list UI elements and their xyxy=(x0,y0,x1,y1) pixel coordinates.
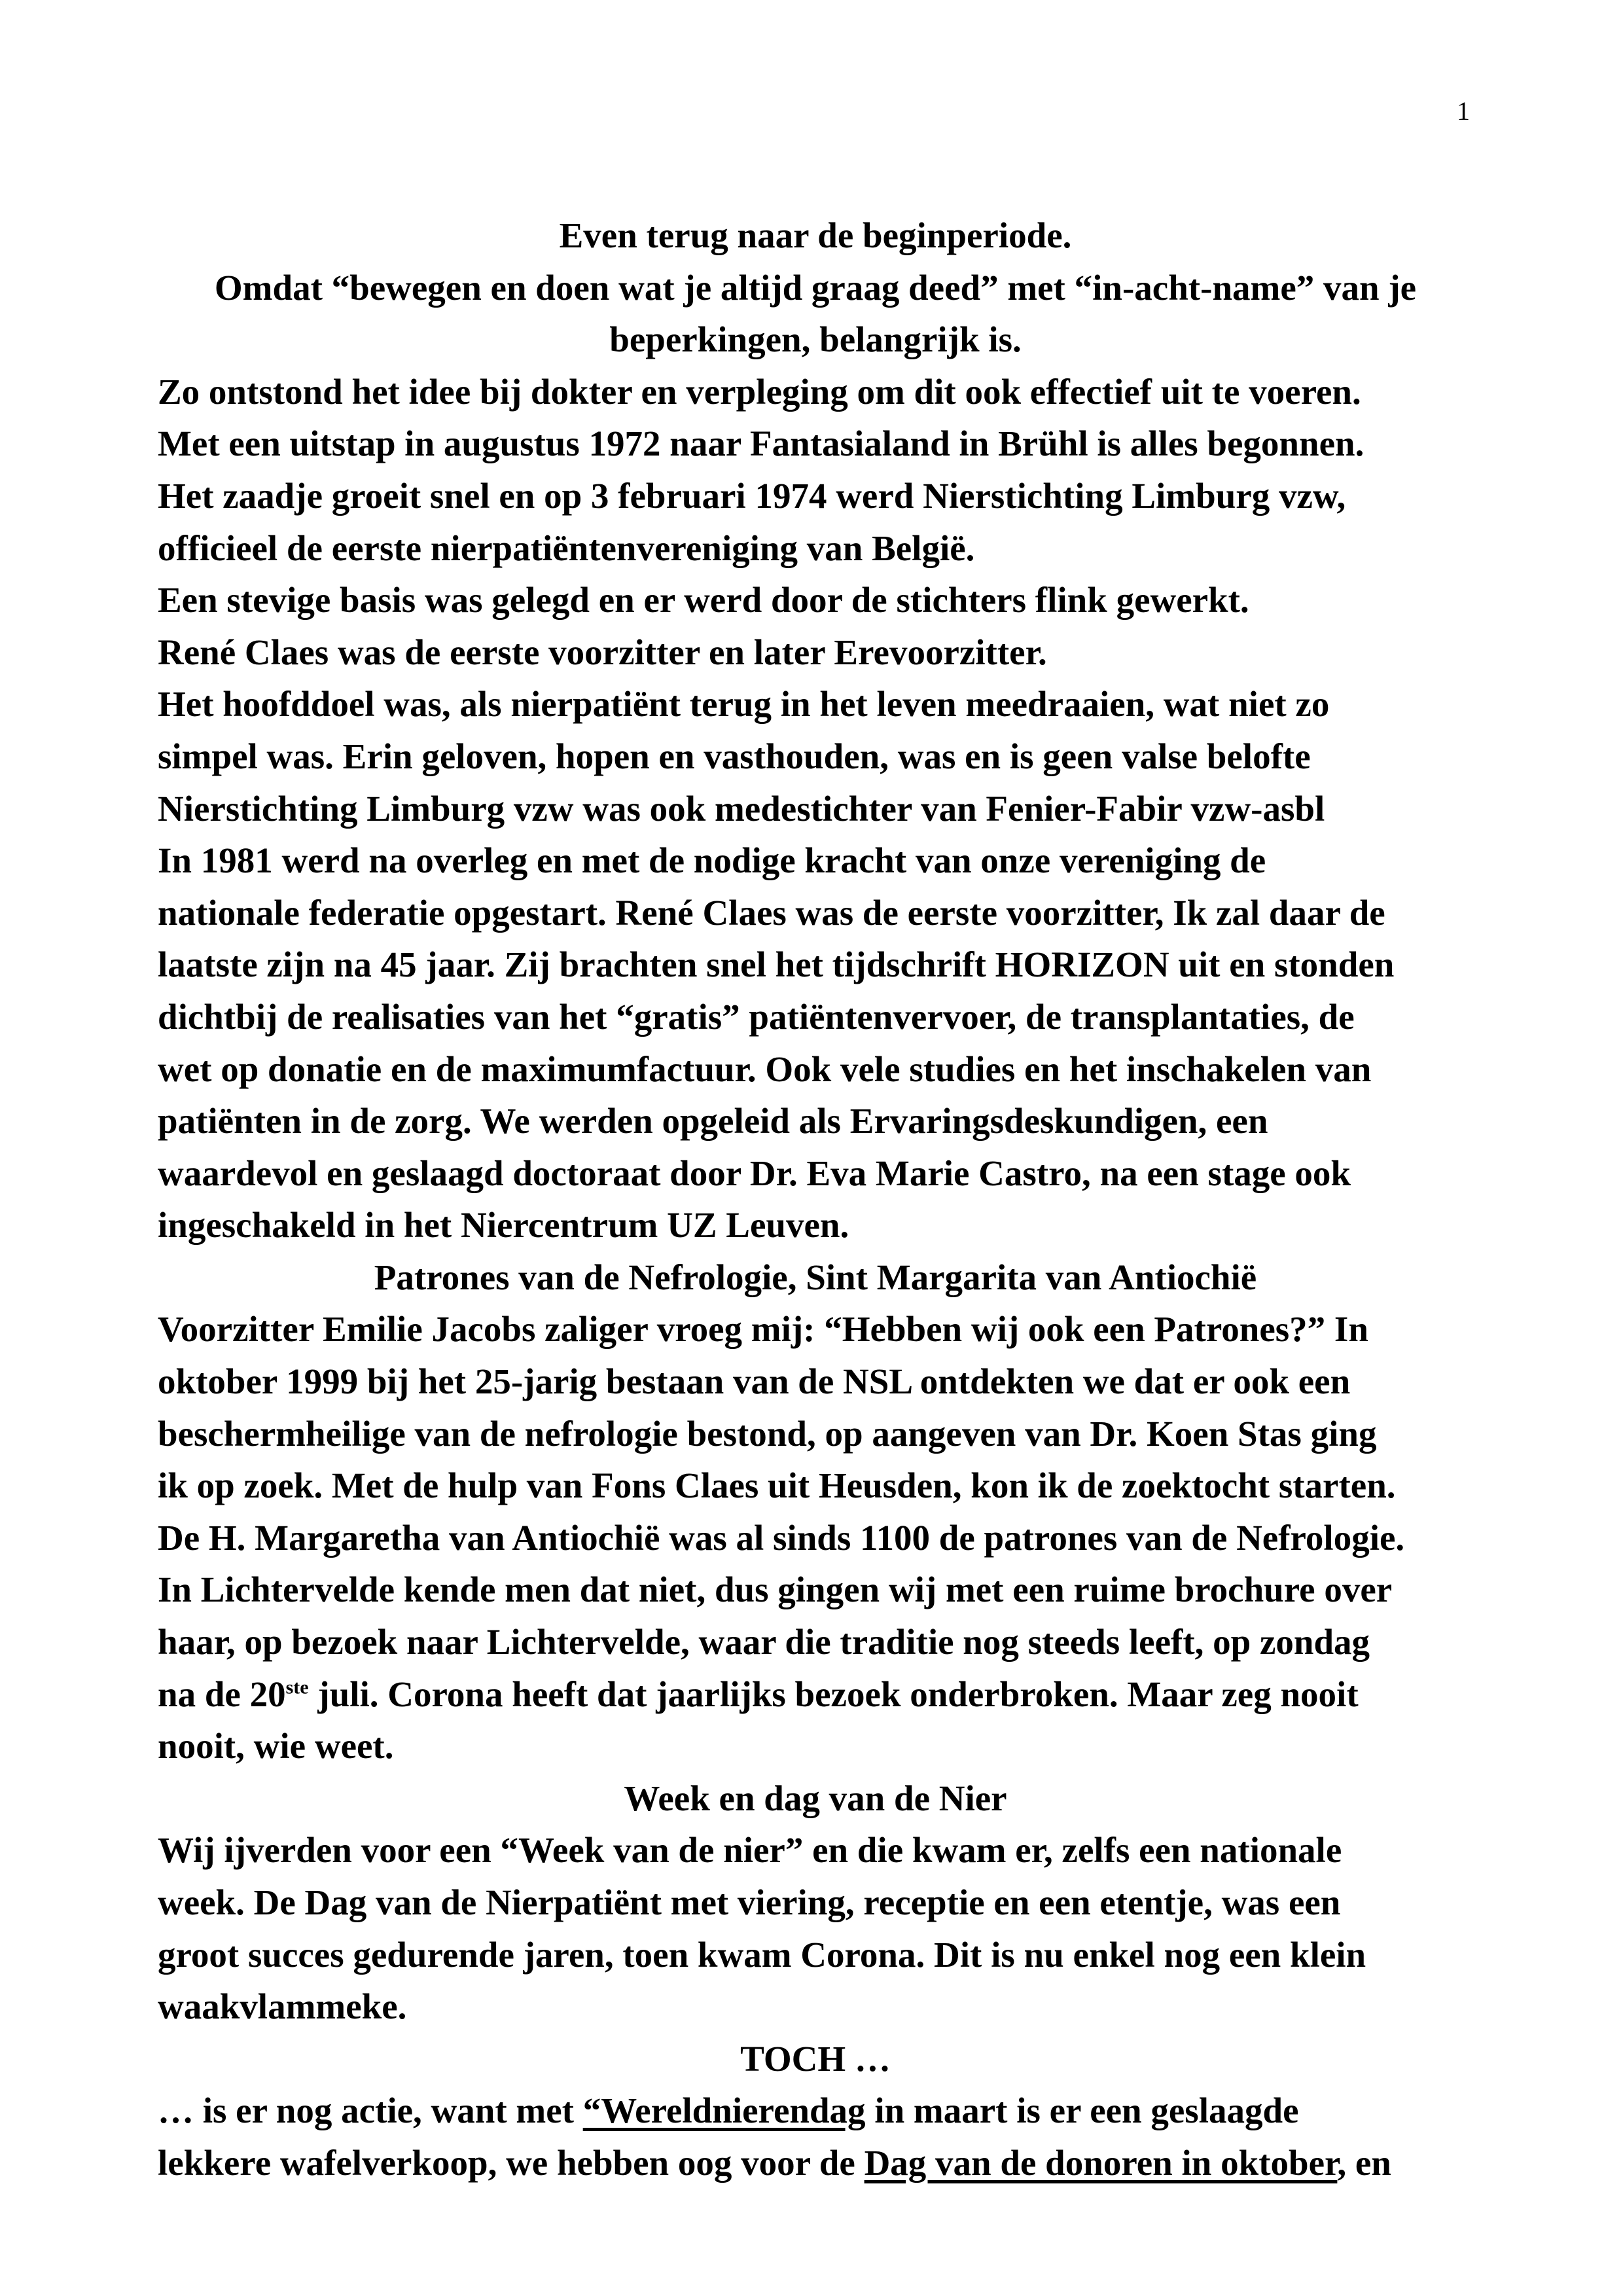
text-line: simpel was. Erin geloven, hopen en vasthouden, was en is geen valse belofte xyxy=(158,736,1311,776)
text-line: wet op donatie en de maximumfactuur. Ook vele studies en het inschakelen van xyxy=(158,1049,1372,1089)
text-line: Het zaadje groeit snel en op 3 februari 1974 werd Nierstichting Limburg vzw, xyxy=(158,475,1346,516)
text-line: ik op zoek. Met de hulp van Fons Claes uit Heusden, kon ik de zoektocht starten. xyxy=(158,1465,1396,1506)
text-line: Zo ontstond het idee bij dokter en verpleging om dit ook effectief uit te voeren. xyxy=(158,371,1361,412)
text-run: … is er nog actie, want met xyxy=(158,2090,583,2131)
text-line: waardevol en geslaagd doctoraat door Dr. Eva Marie Castro, na een stage ook xyxy=(158,1153,1351,1193)
text-line: laatste zijn na 45 jaar. Zij brachten snel het tijdschrift HORIZON uit en stonden xyxy=(158,944,1395,985)
text-line xyxy=(158,2085,1473,2137)
section-heading-toch: TOCH … xyxy=(740,2038,891,2079)
text-run: juli. Corona heeft dat jaarlijks bezoek onderbroken. Maar zeg nooit xyxy=(308,1674,1359,1714)
text-line xyxy=(158,2137,1473,2189)
text-line: haar, op bezoek naar Lichtervelde, waar die traditie nog steeds leeft, op zondag xyxy=(158,1622,1370,1662)
text-line: week. De Dag van de Nierpatiënt met viering, receptie en een etentje, was een xyxy=(158,1882,1341,1922)
title-line: Omdat “bewegen en doen wat je altijd graag deed” met “in-acht-name” van je xyxy=(214,267,1417,308)
section-heading-week: Week en dag van de Nier xyxy=(624,1778,1007,1818)
text-run: in maart is er een geslaagde xyxy=(865,2090,1299,2131)
text-line: oktober 1999 bij het 25-jarig bestaan van de NSL ontdekten we dat er ook een xyxy=(158,1361,1351,1402)
document-body xyxy=(158,209,1473,2189)
page-number: 1 xyxy=(1457,96,1470,126)
text-line: Het hoofddoel was, als nierpatiënt terug in het leven meedraaien, wat niet zo xyxy=(158,684,1330,725)
section-week xyxy=(158,1824,1473,2032)
text-line: dichtbij de realisaties van het “gratis” patiëntenvervoer, de transplantaties, de xyxy=(158,996,1355,1037)
underlined-wereldnierendag: “Wereldnierendag xyxy=(582,2090,866,2131)
underlined-dag-van-de-donoren: Dag van de donoren in oktober xyxy=(864,2142,1338,2183)
title-line: Even terug naar de beginperiode. xyxy=(559,215,1072,255)
text-line: Met een uitstap in augustus 1972 naar Fantasialand in Brühl is alles begonnen. xyxy=(158,423,1364,464)
text-line: groot succes gedurende jaren, toen kwam Corona. Dit is nu enkel nog een klein xyxy=(158,1934,1366,1975)
text-line: René Claes was de eerste voorzitter en later Erevoorzitter. xyxy=(158,632,1047,672)
section-toch xyxy=(158,2085,1473,2189)
text-line: In Lichtervelde kende men dat niet, dus gingen wij met een ruime brochure over xyxy=(158,1570,1393,1610)
text-run: na de 20 xyxy=(158,1674,286,1714)
text-run: , en xyxy=(1337,2142,1391,2183)
text-line: waakvlammeke. xyxy=(158,1986,407,2027)
section-history xyxy=(158,366,1473,1251)
text-line: patiënten in de zorg. We werden opgeleid als Ervaringsdeskundigen, een xyxy=(158,1101,1268,1141)
title-line: beperkingen, belangrijk is. xyxy=(609,319,1022,360)
text-line: Een stevige basis was gelegd en er werd door de stichters flink gewerkt. xyxy=(158,580,1249,620)
text-line: officieel de eerste nierpatiëntenvereniging van België. xyxy=(158,528,975,568)
text-line: nationale federatie opgestart. René Claes was de eerste voorzitter, Ik zal daar de xyxy=(158,892,1385,933)
text-line: Wij ijverden voor een “Week van de nier” en die kwam er, zelfs een nationale xyxy=(158,1830,1342,1871)
text-line: beschermheilige van de nefrologie bestond, op aangeven van Dr. Koen Stas ging xyxy=(158,1413,1377,1454)
text-run: lekkere wafelverkoop, we hebben oog voor de xyxy=(158,2142,865,2183)
text-line: nooit, wie weet. xyxy=(158,1726,394,1767)
text-line: De H. Margaretha van Antiochië was al sinds 1100 de patrones van de Nefrologie. xyxy=(158,1517,1405,1558)
text-line: Nierstichting Limburg vzw was ook medestichter van Fenier-Fabir vzw-asbl xyxy=(158,788,1325,829)
text-line: ingeschakeld in het Niercentrum UZ Leuven. xyxy=(158,1205,849,1246)
text-line: In 1981 werd na overleg en met de nodige kracht van onze vereniging de xyxy=(158,840,1266,881)
section-heading-patrones: Patrones van de Nefrologie, Sint Margarita van Antiochië xyxy=(374,1257,1257,1297)
superscript: ste xyxy=(285,1676,309,1698)
text-line: Voorzitter Emilie Jacobs zaliger vroeg mij: “Hebben wij ook een Patrones?” In xyxy=(158,1309,1368,1350)
section-patrones xyxy=(158,1303,1473,1772)
text-line xyxy=(158,1668,1473,1721)
